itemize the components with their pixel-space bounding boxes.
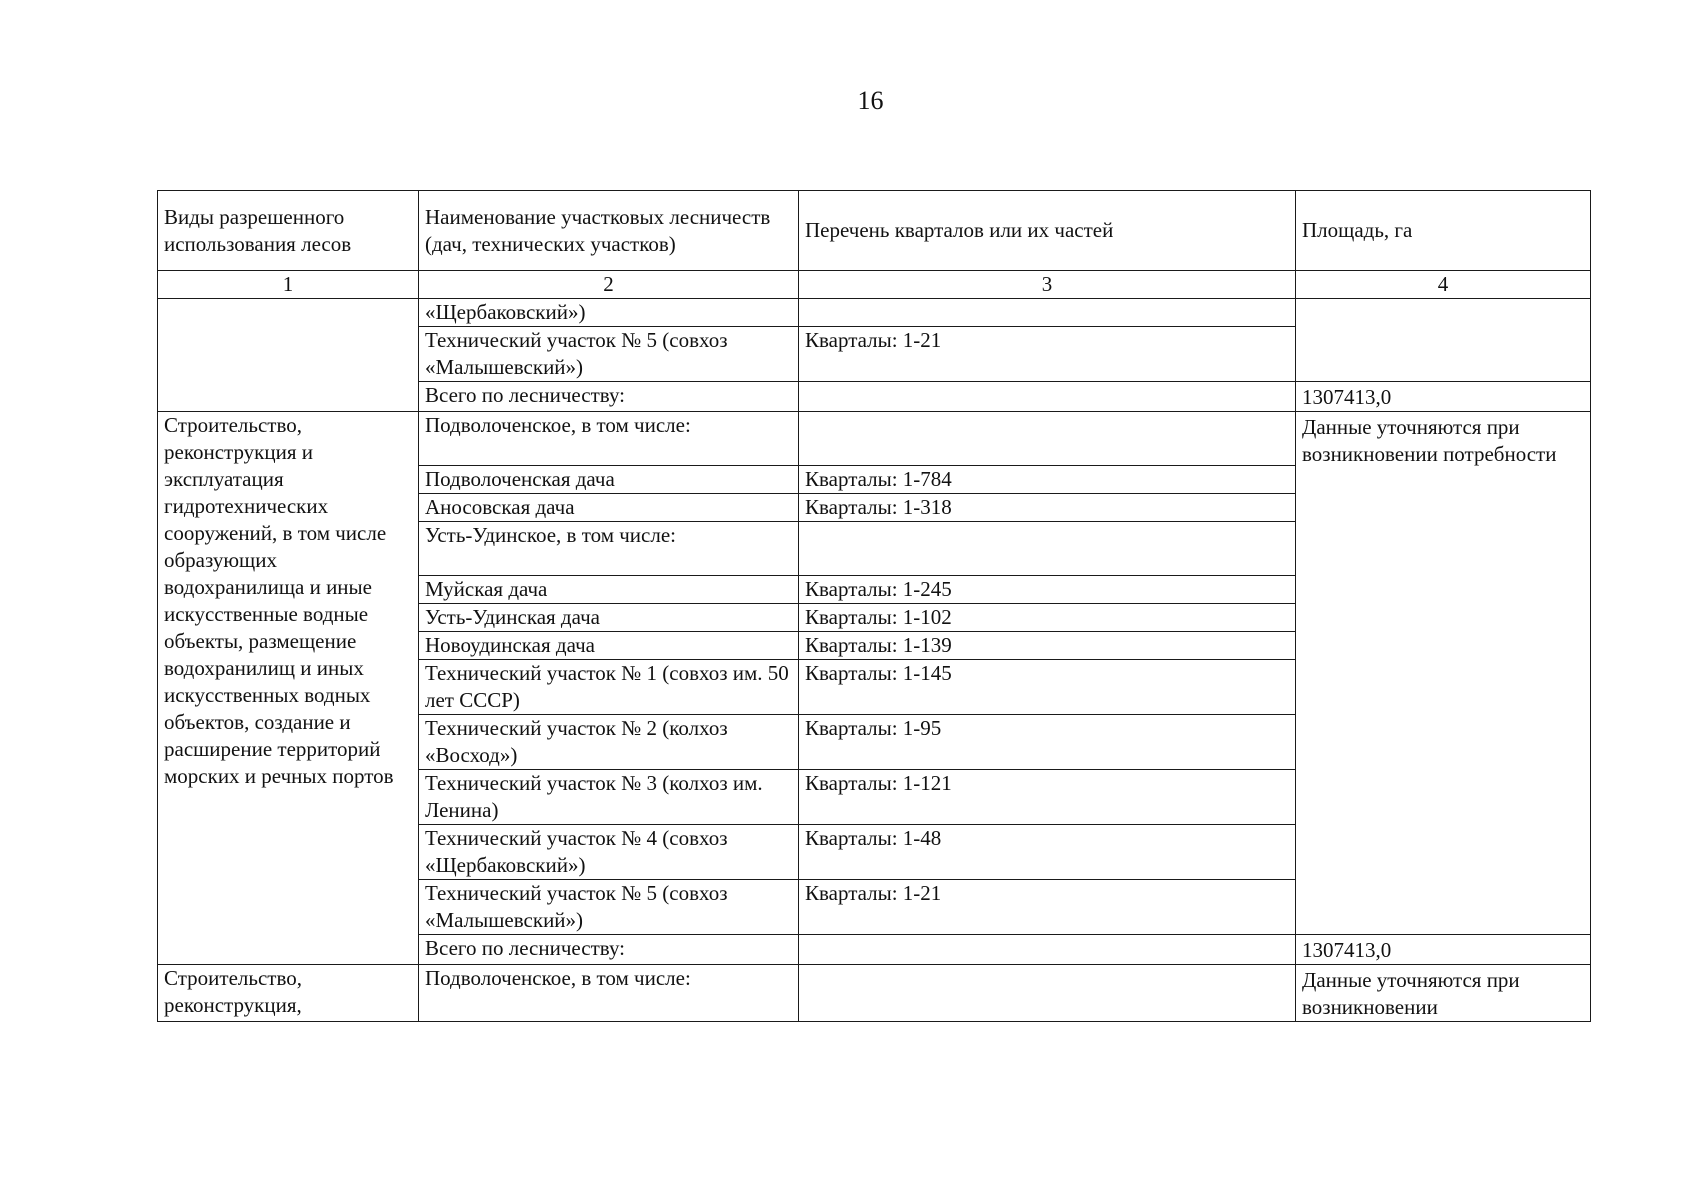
column-number-row bbox=[158, 271, 1591, 299]
quarters-cell: Кварталы: 1-318 bbox=[799, 494, 1296, 522]
table-header-row bbox=[158, 191, 1591, 271]
forest-use-table bbox=[157, 190, 1591, 1022]
column-number: 3 bbox=[799, 271, 1296, 299]
forestry-name-cell: Подволоченская дача bbox=[419, 466, 799, 494]
column-number: 2 bbox=[419, 271, 799, 299]
quarters-cell: Кварталы: 1-95 bbox=[799, 715, 1296, 770]
forestry-name-cell: Технический участок № 4 (совхоз «Щербаковский») bbox=[419, 825, 799, 880]
total-area: 1307413,0 bbox=[1296, 935, 1591, 965]
forestry-name-cell: Технический участок № 5 (совхоз «Малышевский») bbox=[419, 327, 799, 382]
header-forestry-name: Наименование участковых лесничеств (дач, технических участков) bbox=[419, 191, 799, 271]
forestry-name-cell: Технический участок № 2 (колхоз «Восход») bbox=[419, 715, 799, 770]
quarters-cell: Кварталы: 1-21 bbox=[799, 327, 1296, 382]
quarters-cell: Кварталы: 1-139 bbox=[799, 632, 1296, 660]
quarters-cell: Кварталы: 1-102 bbox=[799, 604, 1296, 632]
quarters-cell bbox=[799, 299, 1296, 327]
header-use-type: Виды разрешенного использования лесов bbox=[158, 191, 419, 271]
table-row bbox=[158, 412, 1591, 466]
forestry-name-cell: Подволоченское, в том числе: bbox=[419, 412, 799, 466]
area-note-cell: Данные уточняются при возникновении потребности bbox=[1296, 412, 1591, 935]
quarters-cell: Кварталы: 1-145 bbox=[799, 660, 1296, 715]
use-type-cell-empty bbox=[158, 299, 419, 412]
use-type-cell: Строительство, реконструкция, bbox=[158, 965, 419, 1022]
page-number: 16 bbox=[857, 86, 884, 115]
forestry-name-cell: Технический участок № 5 (совхоз «Малышевский») bbox=[419, 880, 799, 935]
forestry-name-cell: Усть-Удинское, в том числе: bbox=[419, 522, 799, 576]
column-number: 1 bbox=[158, 271, 419, 299]
quarters-cell: Кварталы: 1-784 bbox=[799, 466, 1296, 494]
forestry-name-cell: Новоудинская дача bbox=[419, 632, 799, 660]
quarters-cell bbox=[799, 965, 1296, 1022]
forestry-name-cell: Усть-Удинская дача bbox=[419, 604, 799, 632]
quarters-cell bbox=[799, 412, 1296, 466]
use-type-cell: Строительство, реконструкция и эксплуатация гидротехнических сооружений, в том числе образующих водохранилища и иные искусственные водные объекты, размещение водохранилищ и иных искусственных водных объектов, создание и расширение территорий морских и речных портов bbox=[158, 412, 419, 965]
quarters-cell: Кварталы: 1-245 bbox=[799, 576, 1296, 604]
total-area: 1307413,0 bbox=[1296, 382, 1591, 412]
forestry-name-cell: «Щербаковский») bbox=[419, 299, 799, 327]
header-quarters: Перечень кварталов или их частей bbox=[799, 191, 1296, 271]
total-label: Всего по лесничеству: bbox=[419, 382, 799, 412]
column-number: 4 bbox=[1296, 271, 1591, 299]
quarters-cell bbox=[799, 382, 1296, 412]
quarters-cell: Кварталы: 1-21 bbox=[799, 880, 1296, 935]
area-note-cell: Данные уточняются при возникновении bbox=[1296, 965, 1591, 1022]
forestry-name-cell: Подволоченское, в том числе: bbox=[419, 965, 799, 1022]
forestry-name-cell: Технический участок № 3 (колхоз им. Ленина) bbox=[419, 770, 799, 825]
forestry-name-cell: Технический участок № 1 (совхоз им. 50 лет СССР) bbox=[419, 660, 799, 715]
quarters-cell bbox=[799, 935, 1296, 965]
quarters-cell: Кварталы: 1-48 bbox=[799, 825, 1296, 880]
area-cell-empty bbox=[1296, 299, 1591, 382]
quarters-cell: Кварталы: 1-121 bbox=[799, 770, 1296, 825]
table-row bbox=[158, 299, 1591, 327]
forestry-name-cell: Муйская дача bbox=[419, 576, 799, 604]
header-area: Площадь, га bbox=[1296, 191, 1591, 271]
table-row bbox=[158, 965, 1591, 1022]
total-label: Всего по лесничеству: bbox=[419, 935, 799, 965]
forestry-name-cell: Аносовская дача bbox=[419, 494, 799, 522]
quarters-cell bbox=[799, 522, 1296, 576]
